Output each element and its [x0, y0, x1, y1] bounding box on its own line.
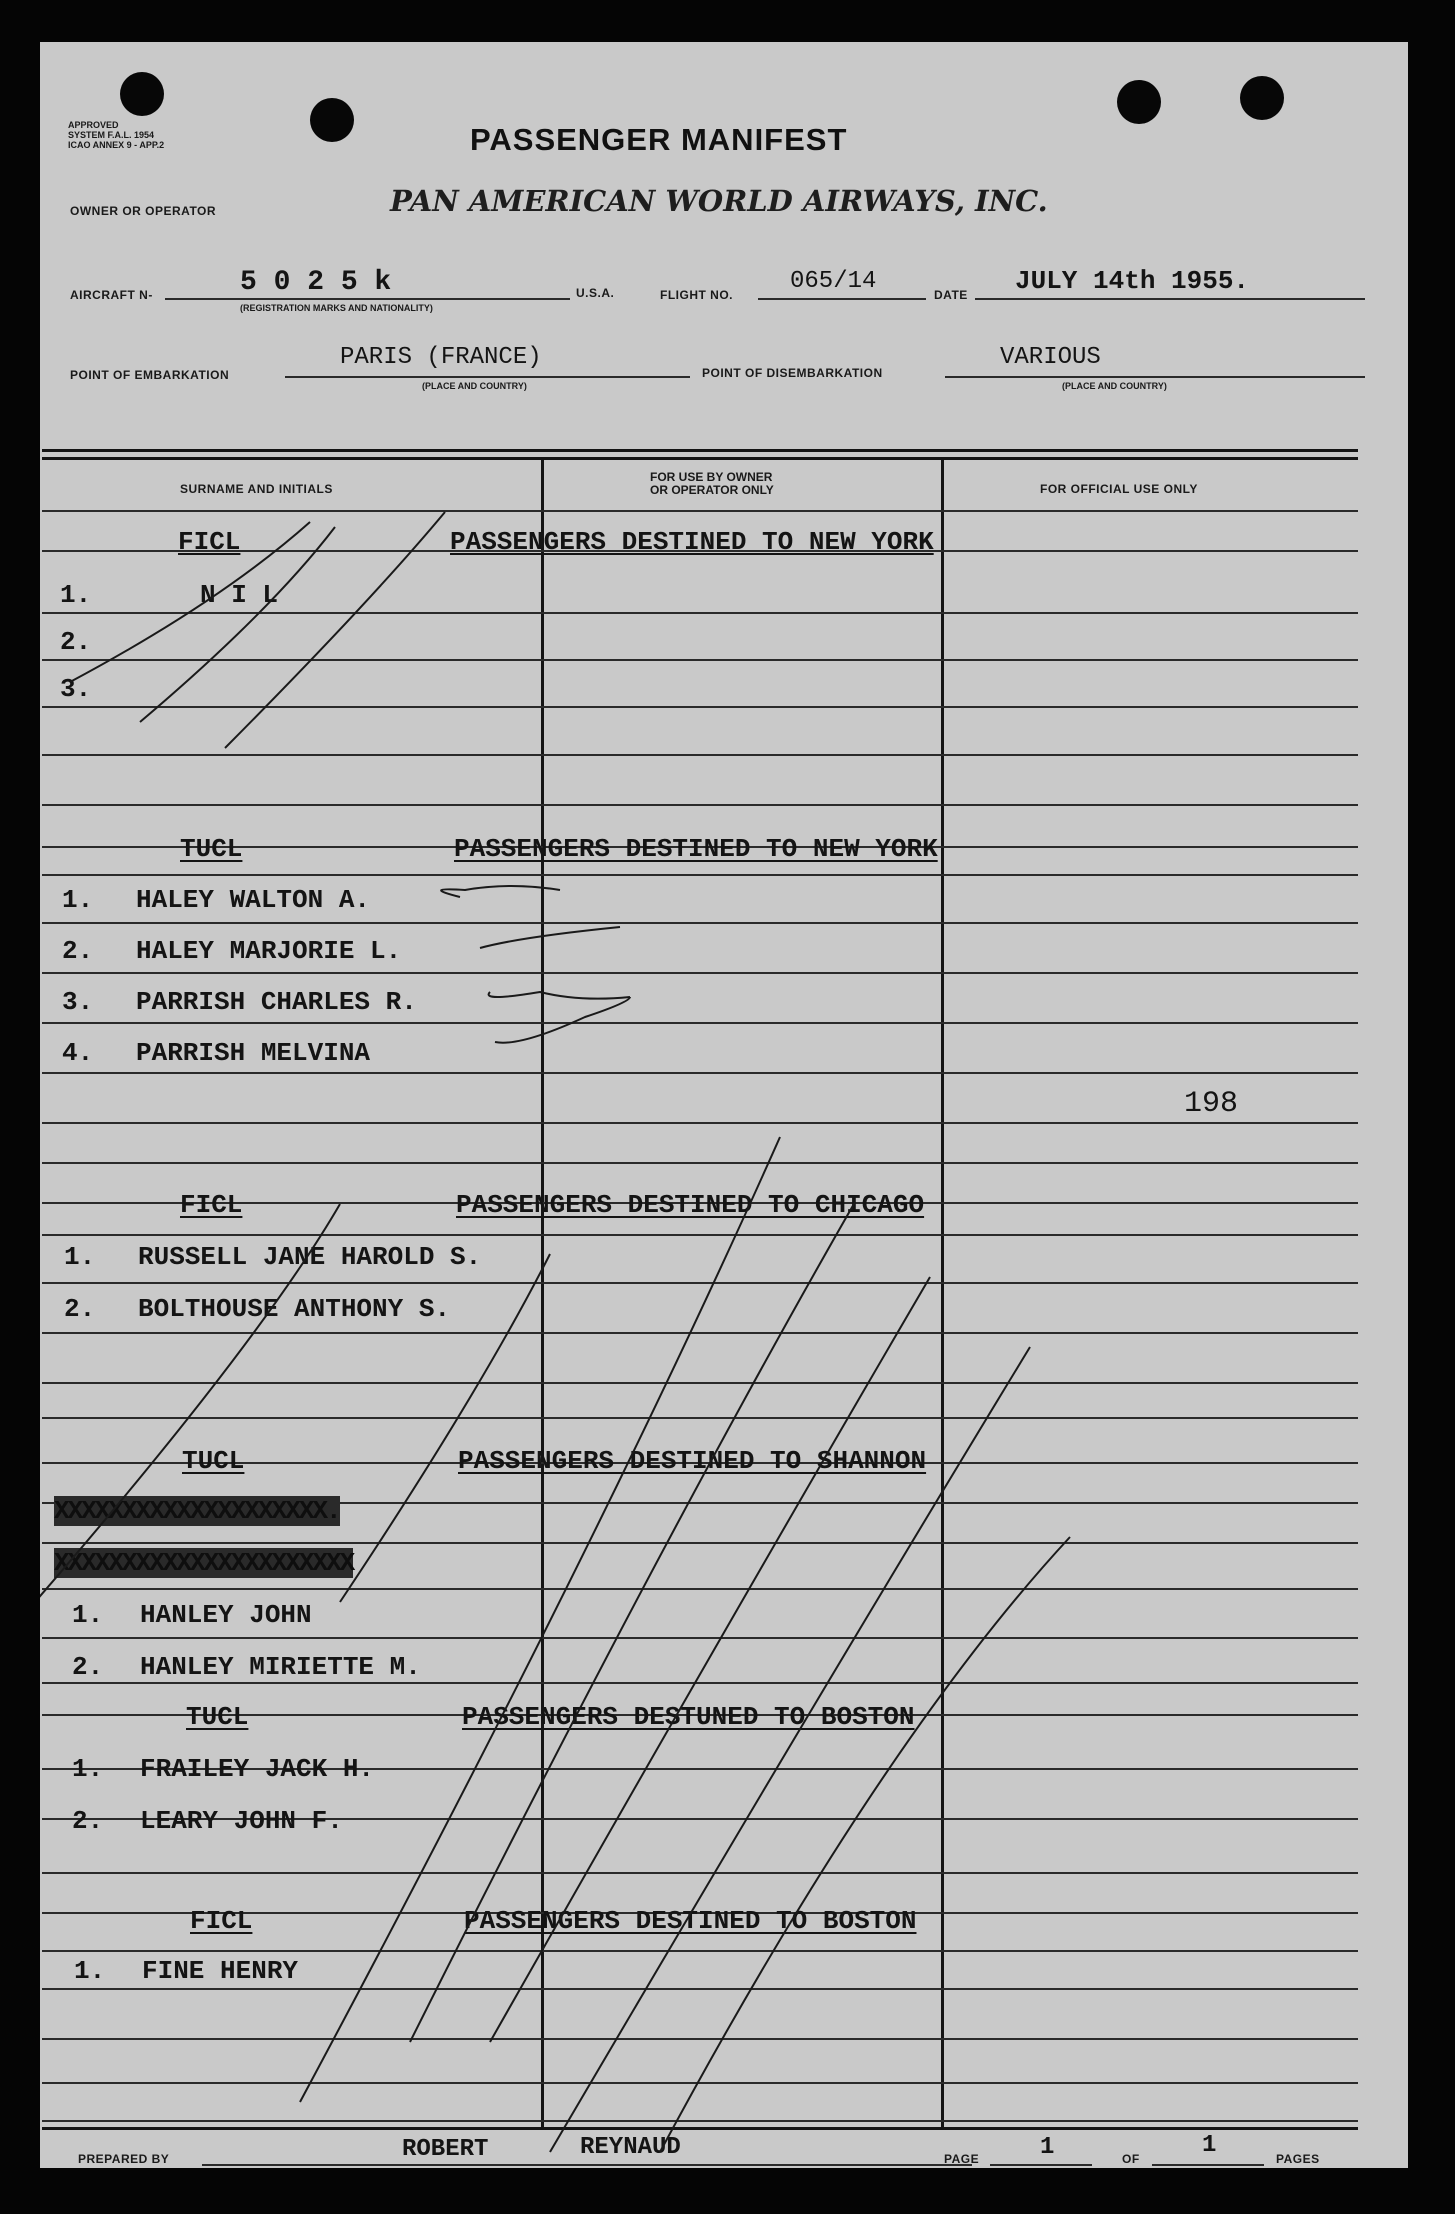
row-number: 2.: [72, 1652, 104, 1682]
of-label: OF: [1122, 2152, 1140, 2166]
page-number: 1: [1040, 2134, 1055, 2161]
strike-mark: [300, 1137, 780, 2102]
passenger-name: LEARY JOHN F.: [140, 1806, 343, 1836]
section-class: TUCL: [180, 834, 243, 864]
flight-value: 065/14: [790, 268, 877, 295]
prepared-first-name: ROBERT: [402, 2136, 489, 2163]
section-destination: PASSENGERS DESTINED TO CHICAGO: [456, 1190, 925, 1220]
passenger-name: PARRISH MELVINA: [136, 1038, 371, 1068]
prepared-last-name: REYNAUD: [580, 2134, 681, 2161]
page-title: PASSENGER MANIFEST: [470, 122, 848, 157]
strike-mark: [490, 1277, 930, 2042]
strike-mark: [225, 512, 445, 748]
check-mark: [480, 927, 620, 948]
date-label: DATE: [934, 288, 968, 302]
embark-caption: (PLACE AND COUNTRY): [422, 381, 527, 391]
flight-label: FLIGHT NO.: [660, 288, 733, 302]
section-destination: PASSENGERS DESTINED TO NEW YORK: [454, 834, 938, 864]
row-number: 2.: [60, 627, 92, 657]
section-destination: PASSENGERS DESTINED TO NEW YORK: [450, 527, 934, 557]
passenger-name: HANLEY MIRIETTE M.: [140, 1652, 421, 1682]
section-class: TUCL: [182, 1446, 245, 1476]
check-mark: [495, 997, 630, 1043]
manifest-sheet: [40, 42, 1408, 2168]
row-number: 1.: [72, 1754, 104, 1784]
passenger-name: RUSSELL JANE HAROLD S.: [138, 1242, 482, 1272]
strike-mark: [550, 1347, 1030, 2152]
registration-caption: (REGISTRATION MARKS AND NATIONALITY): [240, 303, 433, 313]
check-mark: [489, 992, 630, 999]
aircraft-label: AIRCRAFT N-: [70, 288, 153, 302]
disembark-value: VARIOUS: [1000, 344, 1101, 371]
passenger-name: PARRISH CHARLES R.: [136, 987, 417, 1017]
column-header-owner-2: OR OPERATOR ONLY: [650, 483, 774, 497]
handwritten-strike-marks: [40, 42, 1408, 2168]
approval-line-2: SYSTEM F.A.L. 1954: [68, 130, 155, 140]
strike-mark: [660, 1537, 1070, 2152]
row-number: 1.: [62, 885, 94, 915]
passenger-name: FRAILEY JACK H.: [140, 1754, 375, 1784]
section-class: FICL: [178, 527, 241, 557]
row-number: 1.: [72, 1600, 104, 1630]
approval-line-3: ICAO ANNEX 9 - APP.2: [68, 140, 165, 150]
row-number: 1.: [64, 1242, 96, 1272]
handwritten-note: 198: [1184, 1087, 1239, 1121]
strike-mark: [410, 1202, 855, 2042]
disembark-label: POINT OF DISEMBARKATION: [702, 366, 883, 380]
section-destination: PASSENGERS DESTINED TO SHANNON: [458, 1446, 927, 1476]
total-pages: 1: [1202, 2132, 1217, 2159]
section-class: TUCL: [186, 1702, 249, 1732]
pages-label: PAGES: [1276, 2152, 1320, 2166]
approval-line-1: APPROVED: [68, 120, 119, 130]
row-number: 1.: [74, 1956, 106, 1986]
section-class: FICL: [190, 1906, 253, 1936]
struck-out-text: XXXXXXXXXXXXXXXXXXXXXX: [54, 1548, 354, 1578]
row-number: 1.: [60, 580, 92, 610]
strike-mark: [70, 522, 310, 682]
page-label: PAGE: [944, 2152, 980, 2166]
row-number: 2.: [64, 1294, 96, 1324]
usa-label: U.S.A.: [576, 286, 615, 300]
row-number: 4.: [62, 1038, 94, 1068]
section-destination: PASSENGERS DESTUNED TO BOSTON: [462, 1702, 915, 1732]
section-class: FICL: [180, 1190, 243, 1220]
passenger-name: HALEY MARJORIE L.: [136, 936, 402, 966]
row-number: 2.: [62, 936, 94, 966]
embark-label: POINT OF EMBARKATION: [70, 368, 230, 382]
disembark-caption: (PLACE AND COUNTRY): [1062, 381, 1167, 391]
section-destination: PASSENGERS DESTINED TO BOSTON: [464, 1906, 917, 1936]
owner-value: PAN AMERICAN WORLD AIRWAYS, INC.: [390, 184, 1048, 218]
check-mark: [441, 886, 560, 897]
passenger-name: N I L: [200, 580, 279, 610]
struck-out-text: XXXXXXXXXXXXXXXXXXXX.: [54, 1496, 340, 1526]
date-value: JULY 14th 1955.: [1015, 266, 1250, 296]
row-number: 3.: [60, 674, 92, 704]
passenger-name: HANLEY JOHN: [140, 1600, 312, 1630]
passenger-name: BOLTHOUSE ANTHONY S.: [138, 1294, 451, 1324]
embark-value: PARIS (FRANCE): [340, 344, 542, 371]
column-header-surname: SURNAME AND INITIALS: [180, 482, 333, 496]
owner-label: OWNER OR OPERATOR: [70, 204, 217, 218]
prepared-label: PREPARED BY: [78, 2152, 170, 2166]
aircraft-value: 5 0 2 5 k: [240, 267, 392, 298]
column-header-official: FOR OFFICIAL USE ONLY: [1040, 482, 1198, 496]
row-number: 2.: [72, 1806, 104, 1836]
passenger-name: FINE HENRY: [142, 1956, 299, 1986]
strike-mark: [40, 1204, 340, 1602]
strike-mark: [340, 1254, 550, 1602]
column-header-owner-1: FOR USE BY OWNER: [650, 470, 773, 484]
row-number: 3.: [62, 987, 94, 1017]
passenger-name: HALEY WALTON A.: [136, 885, 371, 915]
